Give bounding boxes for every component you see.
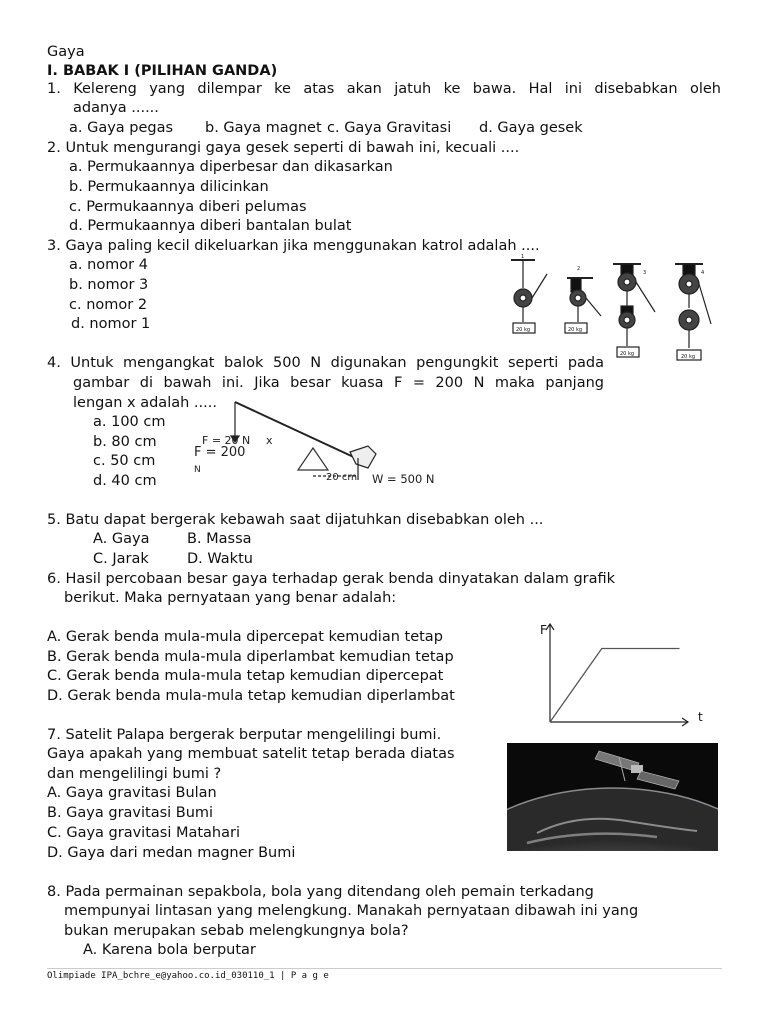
q6-option-d: D. Gerak benda mula-mula tetap kemudian diperlambat <box>47 688 455 704</box>
q3-stem: 3. Gaya paling kecil dikeluarkan jika menggunakan katrol adalah .... <box>47 238 540 254</box>
q5-option-d: D. Waktu <box>187 551 253 567</box>
q7-option-b: B. Gaya gravitasi Bumi <box>47 805 214 821</box>
page-footer: Olimpiade IPA_bchre_e@yahoo.co.id_030110_1 | P a g e <box>47 971 329 981</box>
footer-rule <box>47 968 722 969</box>
q5-option-c: C. Jarak <box>93 551 149 567</box>
q4-option-c: c. 50 cm <box>93 453 156 469</box>
lever-n-fragment: N <box>194 465 201 475</box>
pulley-weight-4: 20 kg <box>681 354 696 360</box>
q4-stem: 4. Untuk mengangkat balok 500 N digunakan pengungkit seperti pada <box>47 355 604 371</box>
q5-option-b: B. Massa <box>187 531 252 547</box>
lever-force-label: F = 200 <box>194 445 246 460</box>
q4-stem-cont: gambar di bawah ini. Jika besar kuasa F = 200 N maka panjang <box>73 375 604 391</box>
q2-option-d: d. Permukaannya diberi bantalan bulat <box>69 218 352 234</box>
q6-option-c: C. Gerak benda mula-mula tetap kemudian dipercepat <box>47 668 444 684</box>
x-axis-label: t <box>698 710 703 724</box>
q2-stem: 2. Untuk mengurangi gaya gesek seperti di bawah ini, kecuali .... <box>47 140 520 156</box>
pulley-number-3: 3 <box>643 270 647 276</box>
lever-weight-label: W = 500 N <box>372 472 435 486</box>
q5-stem: 5. Batu dapat bergerak kebawah saat dijatuhkan disebabkan oleh ... <box>47 512 544 528</box>
q1-stem-cont: adanya ...... <box>73 100 159 116</box>
q1-option-b: b. Gaya magnet <box>205 120 322 136</box>
q6-stem: 6. Hasil percobaan besar gaya terhadap gerak benda dinyatakan dalam grafik <box>47 571 616 587</box>
q3-option-b: b. nomor 3 <box>69 277 149 293</box>
q4-stem-cont2: lengan x adalah ..... <box>73 395 217 411</box>
q5-option-a: A. Gaya <box>93 531 150 547</box>
q7-option-a: A. Gaya gravitasi Bulan <box>47 785 217 801</box>
q8-stem: 8. Pada permainan sepakbola, bola yang ditendang oleh pemain terkadang <box>47 884 594 900</box>
pulley-weight-2: 20 kg <box>568 327 583 333</box>
satellite-earth-image <box>507 743 718 851</box>
q2-option-b: b. Permukaannya dilicinkan <box>69 179 269 195</box>
series-line <box>550 649 680 723</box>
force-time-chart <box>536 620 716 728</box>
lever-arm-x-label: x <box>266 434 273 447</box>
q6-stem-cont: berikut. Maka pernyataan yang benar adalah: <box>64 590 397 606</box>
q4-option-a: a. 100 cm <box>93 414 166 430</box>
q7-stem: 7. Satelit Palapa bergerak berputar mengelilingi bumi. <box>47 727 442 743</box>
pulley-weight-1: 20 kg <box>516 327 531 333</box>
pulley-weight-3: 20 kg <box>620 351 635 357</box>
pulley-number-4: 4 <box>701 270 705 276</box>
q6-option-b: B. Gerak benda mula-mula diperlambat kemudian tetap <box>47 649 454 665</box>
q4-option-d: d. 40 cm <box>93 473 157 489</box>
section-heading: I. BABAK I (PILIHAN GANDA) <box>47 63 278 79</box>
y-axis-label: F <box>540 623 547 637</box>
q3-option-a: a. nomor 4 <box>69 257 148 273</box>
q7-stem-cont2: dan mengelilingi bumi ? <box>47 766 222 782</box>
q8-stem-cont2: bukan merupakan sebab melengkungnya bola? <box>64 923 409 939</box>
q1-option-c: c. Gaya Gravitasi <box>327 120 452 136</box>
q1-stem: 1. Kelereng yang dilempar ke atas akan jatuh ke bawa. Hal ini disebabkan oleh <box>47 81 721 97</box>
pulley-number-1: 1 <box>521 254 525 260</box>
lever-figure <box>180 396 442 492</box>
lever-distance-label: 20 cm <box>326 472 358 483</box>
q2-option-c: c. Permukaannya diberi pelumas <box>69 199 307 215</box>
q7-stem-cont: Gaya apakah yang membuat satelit tetap berada diatas <box>47 746 455 762</box>
q1-option-a: a. Gaya pegas <box>69 120 174 136</box>
q8-option-a: A. Karena bola berputar <box>83 942 256 958</box>
q3-option-d: d. nomor 1 <box>71 316 151 332</box>
pulley-number-2: 2 <box>577 266 581 272</box>
q1-option-d: d. Gaya gesek <box>479 120 583 136</box>
q2-option-a: a. Permukaannya diperbesar dan dikasarkan <box>69 159 393 175</box>
q4-option-b: b. 80 cm <box>93 434 157 450</box>
q7-option-c: C. Gaya gravitasi Matahari <box>47 825 240 841</box>
q6-option-a: A. Gerak benda mula-mula dipercepat kemudian tetap <box>47 629 443 645</box>
q3-option-c: c. nomor 2 <box>69 297 148 313</box>
doc-title: Gaya <box>47 44 85 60</box>
q7-option-d: D. Gaya dari medan magner Bumi <box>47 845 296 861</box>
lever-force-label-small: F = 20 N <box>202 434 251 447</box>
q8-stem-cont: mempunyai lintasan yang melengkung. Manakah pernyataan dibawah ini yang <box>64 903 639 919</box>
pulley-figure <box>505 252 720 370</box>
